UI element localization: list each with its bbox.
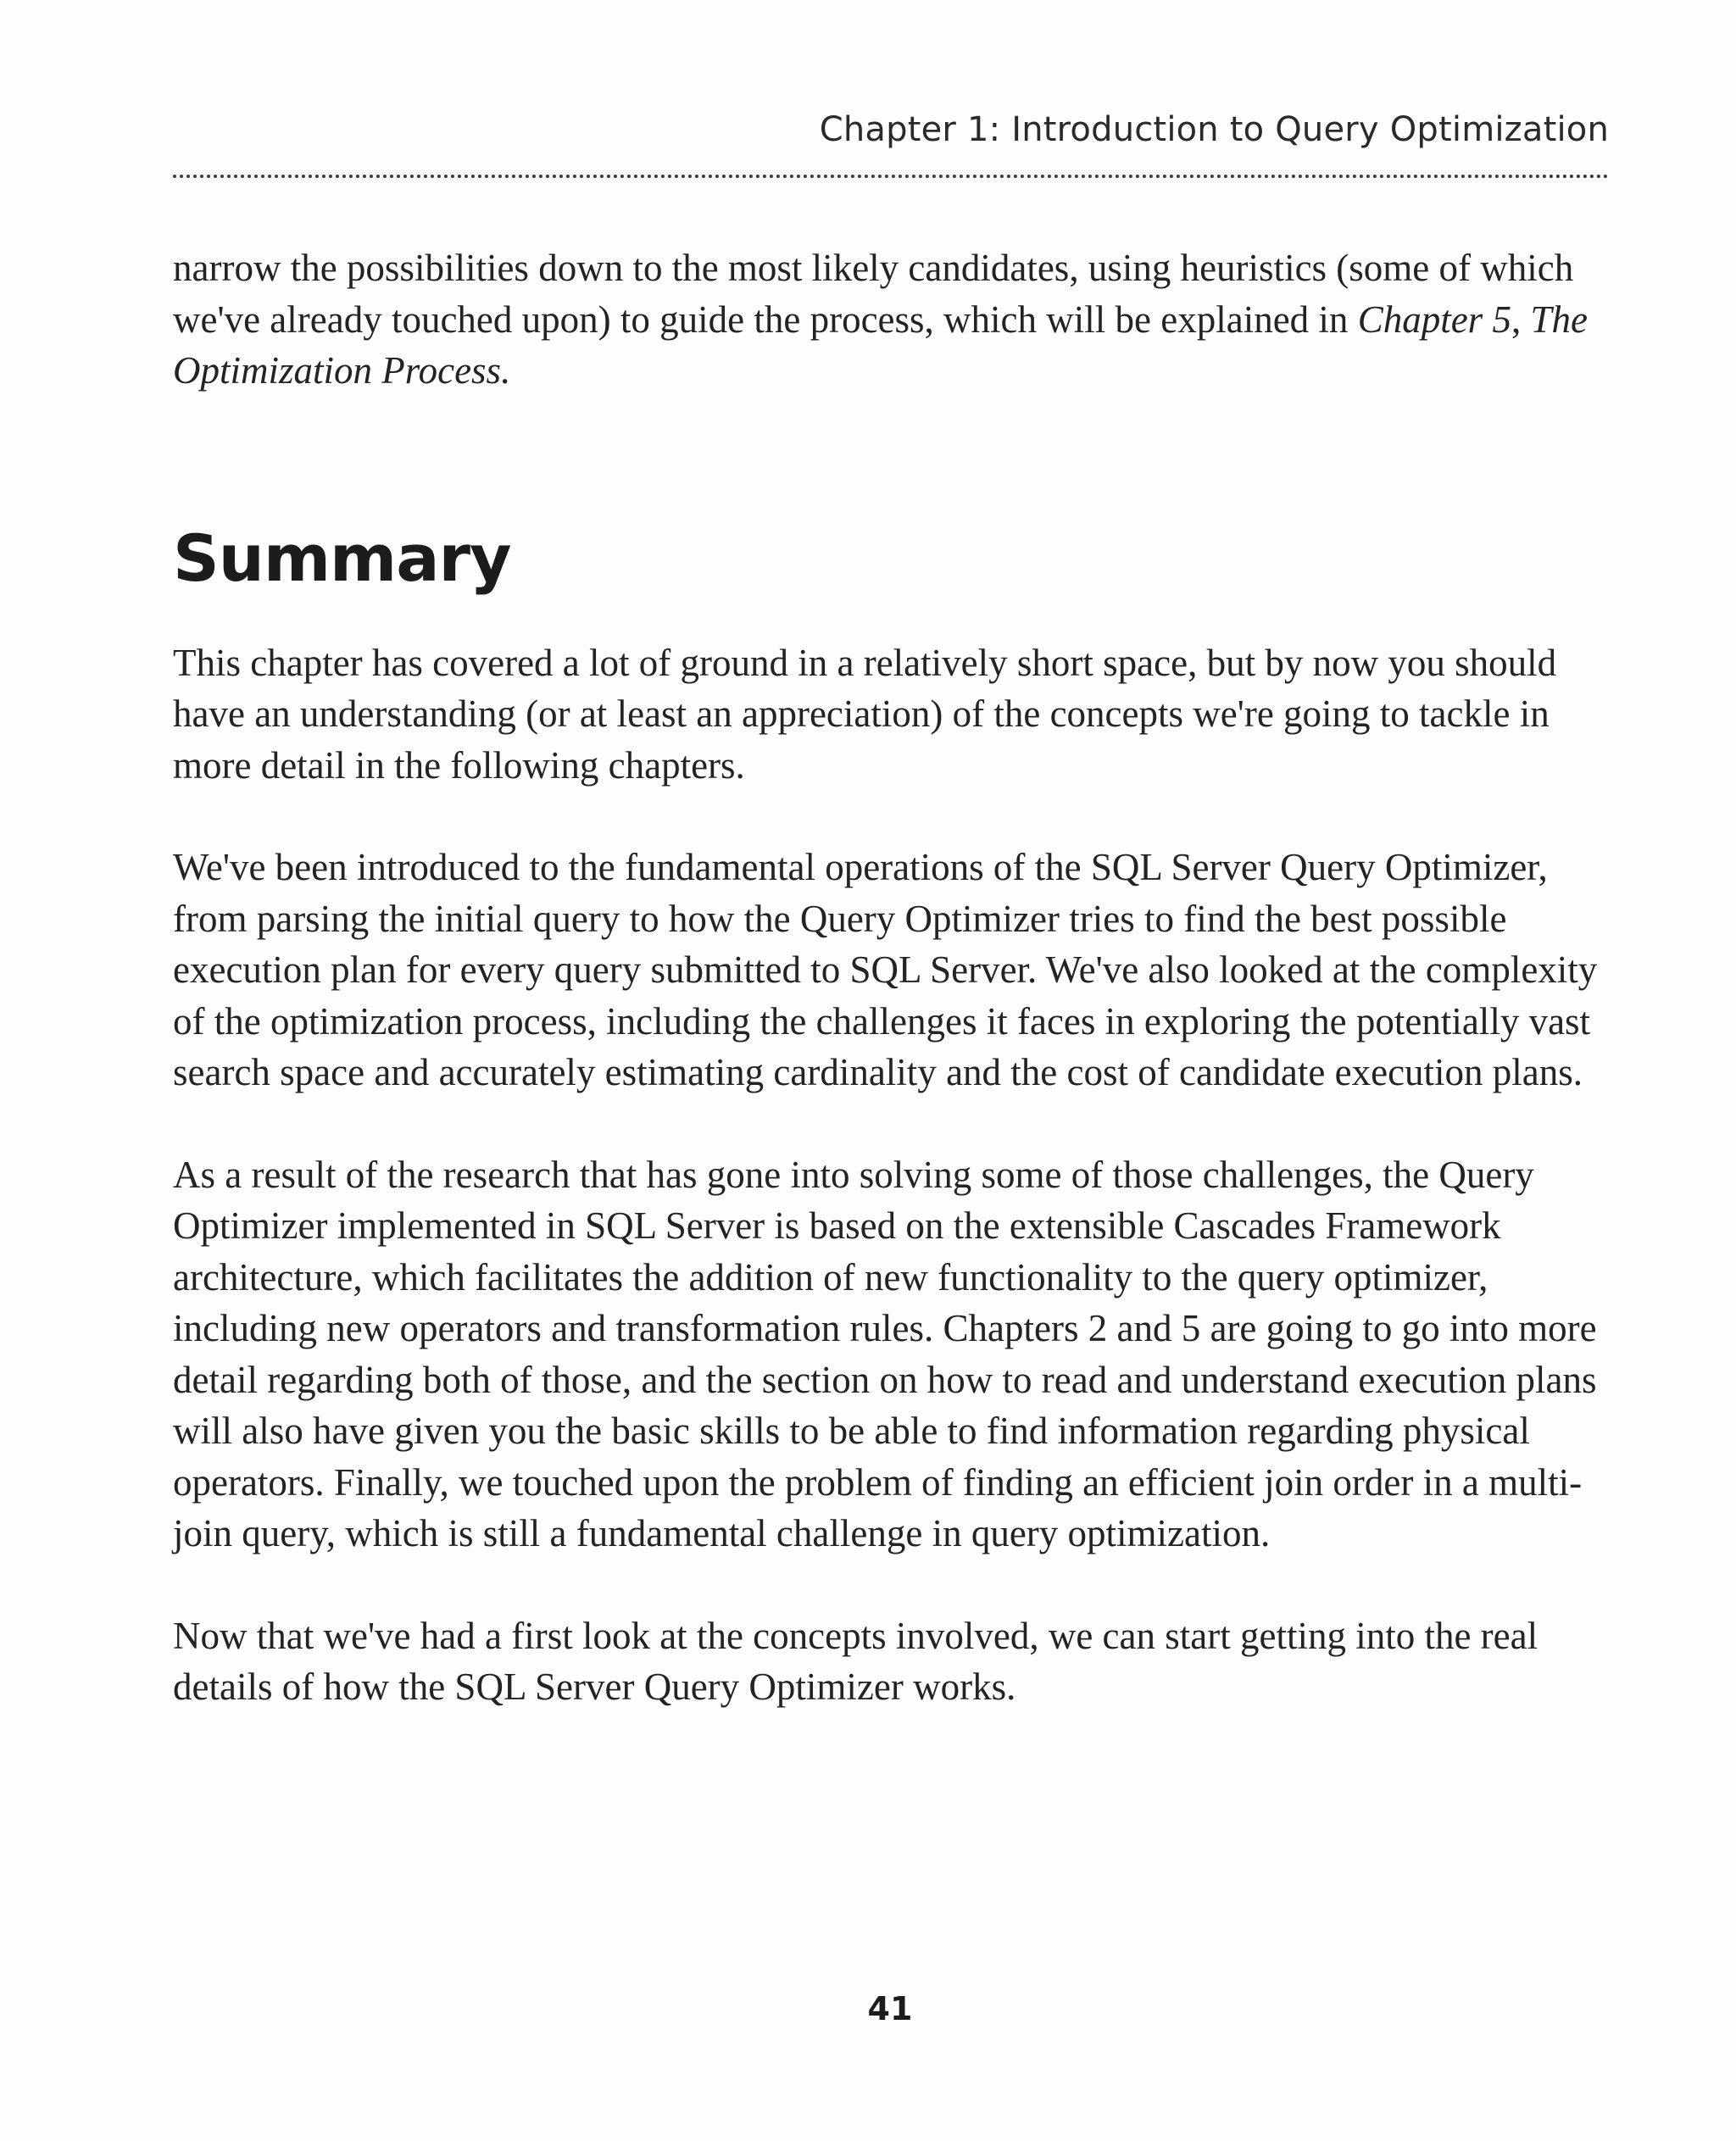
summary-paragraph-2: We've been introduced to the fundamental operations of the SQL Server Query Optimizer, from parsing the initial query to how the Query Optimizer tries to find the best possible execution plan for every query submitted to SQL Server. We've also looked at the complexity of the optimization process, including the challenges it faces in exploring the potentially vast search space and accurately estimating cardinality and the cost of candidate execution plans. [173, 846, 1598, 1093]
page-body [173, 242, 1614, 1713]
section-heading-summary: Summary [173, 520, 511, 596]
lead-paragraph [173, 242, 1614, 397]
chapter-reference-number: Chapter 5 [1357, 298, 1511, 341]
lead-paragraph-text: narrow the possibilities down to the most likely candidates, using heuristics (some of which we've already touched upon) to guide the process, which will be explained in [173, 247, 1574, 341]
summary-paragraph-4: Now that we've had a first look at the concepts involved, we can start getting into the real details of how the SQL Server Query Optimizer works. [173, 1614, 1538, 1708]
page-number: 41 [867, 1990, 913, 2027]
summary-paragraph-1: This chapter has covered a lot of ground in a relatively short space, but by now you should have an understanding (or at least an appreciation) of the concepts we're going to tackle in more detail in the following chapters. [173, 641, 1557, 787]
summary-paragraph-3: As a result of the research that has gone into solving some of those challenges, the Query Optimizer implemented in SQL Server is based on the extensible Cascades Framework architecture, which facilitates the addition of new functionality to the query optimizer, including new operators and transformation rules. Chapters 2 and 5 are going to go into more detail regarding both of those, and the section on how to read and understand execution plans will also have given you the basic skills to be able to find information regarding physical operators. Finally, we touched upon the problem of finding an efficient join order in a multi-join query, which is still a fundamental challenge in query optimization. [173, 1153, 1597, 1554]
header-dotted-rule [173, 175, 1609, 178]
running-header: Chapter 1: Introduction to Query Optimization [819, 110, 1609, 149]
chapter-reference-title: The Optimization Process. [173, 298, 1588, 392]
chapter-reference-separator: , [1511, 298, 1531, 341]
